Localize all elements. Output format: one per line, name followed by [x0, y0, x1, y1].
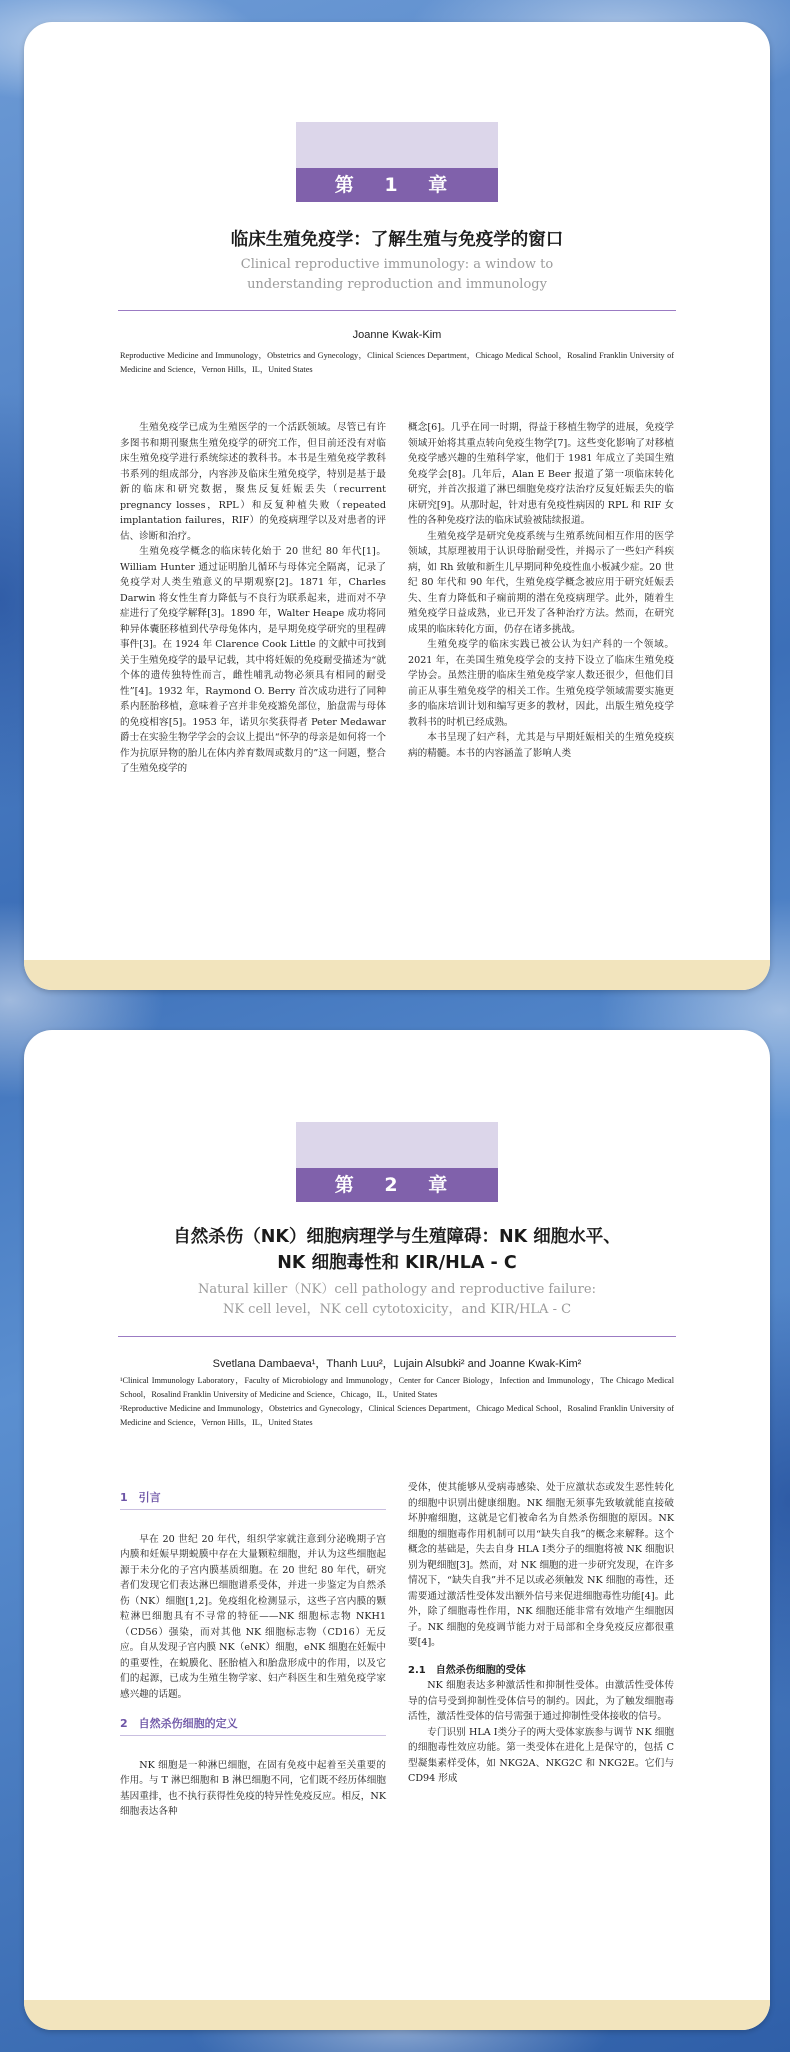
chapter-2-affiliation	[120, 1374, 674, 1430]
spacer	[408, 1651, 674, 1663]
chapter-1-title-zh: 临床生殖免疫学：了解生殖与免疫学的窗口	[230, 230, 564, 250]
chapter-1-left-column	[120, 420, 386, 777]
subsection-2-1-heading: 2.1 自然杀伤细胞的受体	[408, 1664, 526, 1676]
chapter-2-paragraph: 专门识别 HLA Ⅰ类分子的两大受体家族参与调节 NK 细胞的细胞毒性效应功能。第一类受体在进化上是保守的，包括 C 型凝集素样受体，如 NKG2A、NKG2C 和 NKG2E。它们与 CD94 形成	[408, 1726, 674, 1784]
chapter-2-right-column	[408, 1480, 674, 1787]
chapter-1-page	[24, 22, 770, 990]
chapter-1-paragraph: 生殖免疫学概念的临床转化始于 20 世纪 80 年代[1]。William Hunter 通过证明胎儿循环与母体完全隔离，记录了免疫学对人类生殖意义的早期观察[2]。1871 年，Charles Darwin 将女性生育力降低与不良行为联系起来，进而对不孕症进行了免疫学解释[3]。1890 年，Walter Heape 成功将同种异体囊胚移植到代孕母兔体内，是早期免疫学研究的里程碑事件[3]。在 1924 年 Clarence Cook Little 的文献中可找到关于生殖免疫学的最早记载，其中将妊娠的免疫耐受描述为“就个体的遗传独特性而言，雌性哺乳动物必须具有相同的耐受性”[4]。1932 年，Raymond O. Berry 首次成功进行了同种系内胚胎移植，意味着子宫并非免疫豁免部位，胎盘需与母体的免疫相容[5]。1953 年，诺贝尔奖获得者 Peter Medawar 爵士在实验生物学学会的会议上提出“怀孕的母亲是如何将一个作为抗原异物的胎儿在体内养育数周或数月的”这一问题，整合了生殖免疫学的	[120, 546, 386, 774]
chapter-1-paragraph: 本书呈现了妇产科，尤其是与早期妊娠相关的生殖免疫疾病的精髓。本书的内容涵盖了影响人类	[408, 732, 674, 759]
chapter-1-heading-block	[296, 122, 498, 202]
chapter-2-title-zh	[64, 1224, 730, 1276]
chapter-1-authors: Joanne Kwak-Kim	[352, 329, 442, 341]
chapter-1-paragraph: 生殖免疫学是研究免疫系统与生殖系统间相互作用的医学领域，其原理被用于认识母胎耐受性，并揭示了一些妇产科疾病，如 Rh 致敏和新生儿早期同种免疫性血小板减少症。20 世纪 80 年代和 90 年代，生殖免疫学概念被应用于研究妊娠丢失、生育力降低和子痫前期的潜在免疫病理学。此外，随着生殖免疫学日益成熟，业已开发了各种治疗方法。然而，在研究成果的临床转化方面，仍存在诸多挑战。	[408, 530, 674, 635]
chapter-1-title-en-line1: Clinical reproductive immunology: a window to	[240, 257, 554, 272]
chapter-2-paragraph: NK 细胞表达多种激活性和抑制性受体。由激活性受体传导的信号受到抑制性受体信号的制约。因此，为了触发细胞毒活性，激活性受体的信号需强于通过抑制性受体接收的信号。	[408, 1680, 674, 1722]
chapter-2-title-zh-line2: NK 细胞毒性和 KIR/HLA - C	[277, 1253, 517, 1273]
spacer	[120, 1702, 386, 1716]
chapter-2-title-en-line2: NK cell level，NK cell cytotoxicity，and KIR/HLA - C	[222, 1302, 572, 1317]
chapter-2-title-en-line1: Natural killer（NK）cell pathology and reproductive failure:	[198, 1282, 596, 1297]
section-2-paragraph: NK 细胞是一种淋巴细胞，在固有免疫中起着至关重要的作用。与 T 淋巴细胞和 B 淋巴细胞不同，它们既不经历体细胞基因重排，也不执行获得性免疫的特异性免疫反应。相反，NK 细胞表达各种	[120, 1759, 386, 1817]
chapter-1-paragraph: 生殖免疫学的临床实践已被公认为妇产科的一个领域。2021 年，在美国生殖免疫学会的支持下设立了临床生殖免疫学协会。虽然注册的临床生殖免疫学家人数还很少，但他们目前正从事生殖免疫学的相关工作。生殖免疫学领域需要实施更多的临床培训计划和编写更多的教材，因此，出版生殖免疫学教科书的时机已经成熟。	[408, 639, 674, 728]
chapter-2-title-zh-line1: 自然杀伤（NK）细胞病理学与生殖障碍：NK 细胞水平、	[173, 1227, 621, 1247]
chapter-1-right-column	[408, 420, 674, 761]
chapter-2-heading-top-band	[296, 1122, 498, 1168]
spacer	[120, 1510, 386, 1532]
chapter-2-affiliation-2: ²Reproductive Medicine and Immunology，Obstetrics and Gynecology，Clinical Sciences Department，Chicago Medical School，Rosalind Franklin University of Medicine and Science，Vernon Hills，IL，United States	[120, 1404, 674, 1427]
chapter-2-heading-block	[296, 1122, 498, 1202]
chapter-2-label: 第 2 章	[296, 1168, 498, 1202]
chapter-2-affiliation-1: ¹Clinical Immunology Laboratory，Faculty of Microbiology and Immunology，Center for Cancer Biology，Infection and Immunology，The Chicago Medical School，Rosalind Franklin University of Medicine and Science，Chicago，IL，United States	[120, 1376, 674, 1399]
chapter-1-title-en-line2: understanding reproduction and immunology	[247, 277, 547, 292]
chapter-1-title-en	[84, 255, 710, 295]
chapter-2-paragraph: 受体，使其能够从受病毒感染、处于应激状态或发生恶性转化的细胞中识别出健康细胞。NK 细胞无须事先致敏就能直接破坏肿瘤细胞，这就是它们被命名为自然杀伤细胞的原因。NK 细胞的细胞毒作用机制可以用“缺失自我”的概念来解释。这个概念的基础是，失去自身 HLA Ⅰ类分子的细胞将被 NK 细胞识别为靶细胞[3]。然而，对 NK 细胞的进一步研究发现，在许多情况下，“缺失自我”并不足以或必须触发 NK 细胞的毒性，还需要通过激活性受体发出额外信号来促进细胞毒性功能[4]。此外，除了细胞毒性作用，NK 细胞还能非常有效地产生细胞因子。NK 细胞的免疫调节能力对于局部和全身免疫反应都很重要[4]。	[408, 1482, 674, 1648]
chapter-2-title-en	[84, 1280, 710, 1320]
chapter-2-authors: Svetlana Dambaeva¹，Thanh Luu²，Lujain Alsubki² and Joanne Kwak-Kim²	[212, 1358, 582, 1370]
chapter-1-title-rule	[118, 310, 676, 311]
chapter-2-page	[24, 1030, 770, 2030]
spacer	[120, 1736, 386, 1758]
chapter-1-heading-top-band	[296, 122, 498, 168]
chapter-2-title-rule	[118, 1336, 676, 1337]
chapter-1-paragraph: 概念[6]。几乎在同一时期，得益于移植生物学的进展，免疫学领域开始将其重点转向免疫生物学[7]。这些变化影响了对移植免疫学感兴趣的生殖科学家，他们于 1981 年成立了美国生殖免疫学会[8]。几年后，Alan E Beer 报道了第一项临床转化研究，并首次报道了淋巴细胞免疫疗法治疗反复妊娠丢失的临床研究[9]。从那时起，针对患有免疫性病因的 RPL 和 RIF 女性的各种免疫疗法的临床试验被陆续报道。	[408, 422, 674, 526]
chapter-1-label: 第 1 章	[296, 168, 498, 202]
section-1-paragraph: 早在 20 世纪 20 年代，组织学家就注意到分泌晚期子宫内膜和妊娠早期蜕膜中存在大量颗粒细胞，并认为这些细胞起源于未分化的子宫内膜基质细胞。在 20 世纪 80 年代，研究者们发现它们表达淋巴细胞谱系受体，并进一步鉴定为自然杀伤（NK）细胞[1,2]。免疫组化检测显示，这些子宫内膜的颗粒淋巴细胞具有不寻常的特征——NK 细胞标志物 NKH1（CD56）强染，而对其他 NK 细胞标志物（CD16）无反应。自从发现子宫内膜 NK（eNK）细胞，eNK 细胞在妊娠中的重要性，在蜕膜化、胚胎植入和胎盘形成中的作用，以及它们的起源，已成为生殖生物学家、妇产科医生和生殖免疫学家感兴趣的话题。	[120, 1533, 386, 1700]
section-1-heading: 1 引言	[120, 1490, 386, 1510]
chapter-1-page-footer-band	[24, 960, 770, 990]
section-2-heading: 2 自然杀伤细胞的定义	[120, 1716, 386, 1736]
chapter-2-page-footer-band	[24, 2000, 770, 2030]
chapter-1-paragraph: 生殖免疫学已成为生殖医学的一个活跃领域。尽管已有许多图书和期刊聚焦生殖免疫学的研究工作，但目前还没有对临床生殖免疫学进行系统综述的教科书。本书是生殖免疫学教科书系列的组成部分，内容涉及临床生殖免疫学，特别是基于最新的临床和研究数据，聚焦反复妊娠丢失（recurrent pregnancy losses，RPL）和反复种植失败（repeated implantation failures，RIF）的免疫病理学以及对患者的评估、诊断和治疗。	[120, 422, 386, 542]
chapter-2-left-column	[120, 1490, 386, 1820]
chapter-1-affiliation: Reproductive Medicine and Immunology，Obstetrics and Gynecology，Clinical Sciences Department，Chicago Medical School，Rosalind Franklin University of Medicine and Science，Vernon Hills，IL，United States	[120, 351, 674, 374]
